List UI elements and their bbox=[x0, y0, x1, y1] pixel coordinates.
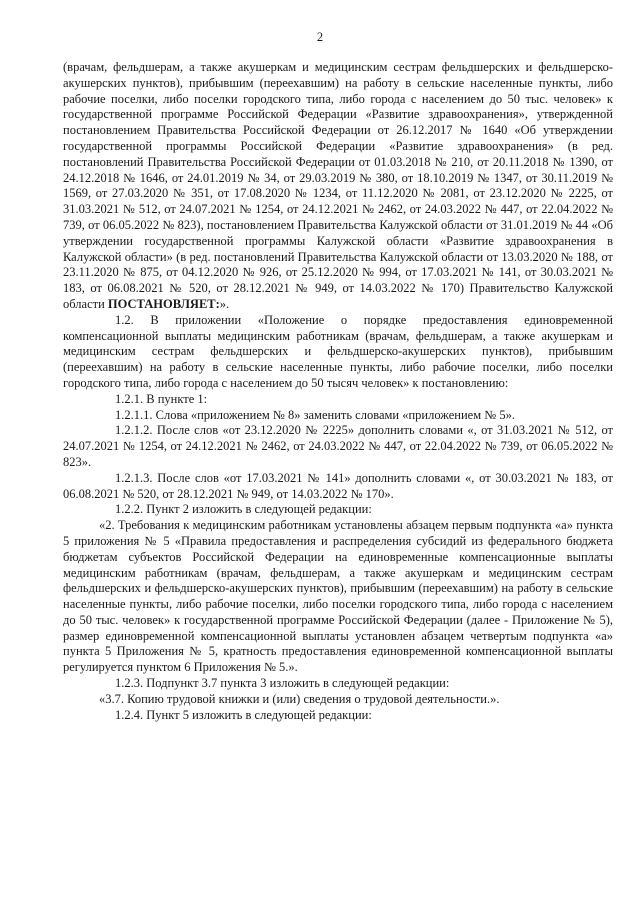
paragraph-new-point-3-7: «3.7. Копию трудовой книжки и (или) сведения о трудовой деятельности.». bbox=[99, 691, 500, 706]
paragraph-new-point-2: «2. Требования к медицинским работникам установлены абзацем первым подпункта «а» пункта 5 приложения № 5 «Правила предоставления и распределения субсидий из федерального бюджета бюджетам субъектов Российской Федерации на единовременные компенсационные выплаты медицинским работникам (врачам, фельдшерам, а также акушеркам и медицинским сестрам фельдшерских и фельдшерско-акушерских пунктов), прибывшим (переехавшим) на работу в сельские населенные пункты, либо рабочие поселки, либо поселки городского типа, либо города с населением до 50 тыс. человек» к государственной программе Российской Федерации (далее - Приложение № 5), размер единовременной компенсационной выплаты установлен абзацем четвертым подпункта «а» пункта 5 Приложения № 5, кратность предоставления единовременной компенсационной выплаты регулируется пунктом 6 Приложения № 5.». bbox=[63, 518, 613, 675]
paragraph-1-2-1-3: 1.2.1.3. После слов «от 17.03.2021 № 141» дополнить словами «, от 30.03.2021 № 183, от 06.08.2021 № 520, от 28.12.2021 № 949, от 14.03.2022 № 170». bbox=[63, 470, 613, 501]
paragraph-resolution-basis bbox=[63, 60, 613, 313]
document-body bbox=[63, 60, 613, 723]
paragraph-1-2-3: 1.2.3. Подпункт 3.7 пункта 3 изложить в следующей редакции: bbox=[115, 676, 450, 691]
paragraph-1-2: 1.2. В приложении «Положение о порядке предоставления единовременной компенсационной выплаты медицинским работникам (врачам, фельдшерам, а также акушеркам и медицинским сестрам фельдшерских и фельдшерско-акушерских пунктов), прибывшим (переехавшим) на работу в сельские населенные пункты, либо рабочие поселки, либо поселки городского типа, либо города с населением до 50 тысяч человек» к постановлению: bbox=[63, 312, 613, 390]
resolution-basis-tail: ». bbox=[219, 296, 230, 311]
resolution-basis-text: (врачам, фельдшерам, а также акушеркам и медицинским сестрам фельдшерских и фельдшерско-акушерских пунктов), прибывшим (переехавшим) на работу в сельские населенные пункты, либо рабочие поселки, либо поселки городского типа, либо города с населением до 50 тыс. человек» к государственной программе Российской Федерации «Развитие здравоохранения», утвержденной постановлением Правительства Российской Федерации от 26.12.2017 № 1640 «Об утверждении государственной программы Российской Федерации «Развитие здравоохранения» (в ред. постановлений Правительства Российской Федерации от 01.03.2018 № 210, от 20.11.2018 № 1390, от 24.12.2018 № 1646, от 24.01.2019 № 34, от 29.03.2019 № 380, от 18.10.2019 № 1347, от 30.11.2019 № 1569, от 27.03.2020 № 351, от 17.08.2020 № 1234, от 11.12.2020 № 2081, от 23.12.2020 № 2225, от 31.03.2021 № 512, от 24.07.2021 № 1254, от 24.12.2021 № 2462, от 24.03.2022 № 447, от 22.04.2022 № 739, от 06.05.2022 № 823), постановлением Правительства Калужской области от 31.01.2019 № 44 «Об утверждении государственной программы Калужской области «Развитие здравоохранения в Калужской области» (в ред. постановлений Правительства Калужской области от 13.03.2020 № 188, от 23.11.2020 № 875, от 04.12.2020 № 926, от 25.12.2020 № 994, от 17.03.2021 № 141, от 30.03.2021 № 183, от 06.08.2021 № 520, от 28.12.2021 № 949, от 14.03.2022 № 170) Правительство Калужской области bbox=[63, 60, 613, 311]
page-number: 2 bbox=[316, 30, 324, 44]
paragraph-1-2-1-1: 1.2.1.1. Слова «приложением № 8» заменить словами «приложением № 5». bbox=[115, 407, 515, 422]
paragraph-1-2-4: 1.2.4. Пункт 5 изложить в следующей редакции: bbox=[115, 707, 372, 722]
resolves-keyword: ПОСТАНОВЛЯЕТ: bbox=[107, 296, 220, 311]
paragraph-1-2-1-2: 1.2.1.2. После слов «от 23.12.2020 № 2225» дополнить словами «, от 31.03.2021 № 512, от 24.07.2021 № 1254, от 24.12.2021 № 2462, от 24.03.2022 № 447, от 22.04.2022 № 739, от 06.05.2022 № 823». bbox=[63, 423, 613, 469]
paragraph-1-2-2: 1.2.2. Пункт 2 изложить в следующей редакции: bbox=[115, 502, 372, 517]
paragraph-1-2-1: 1.2.1. В пункте 1: bbox=[115, 391, 208, 406]
